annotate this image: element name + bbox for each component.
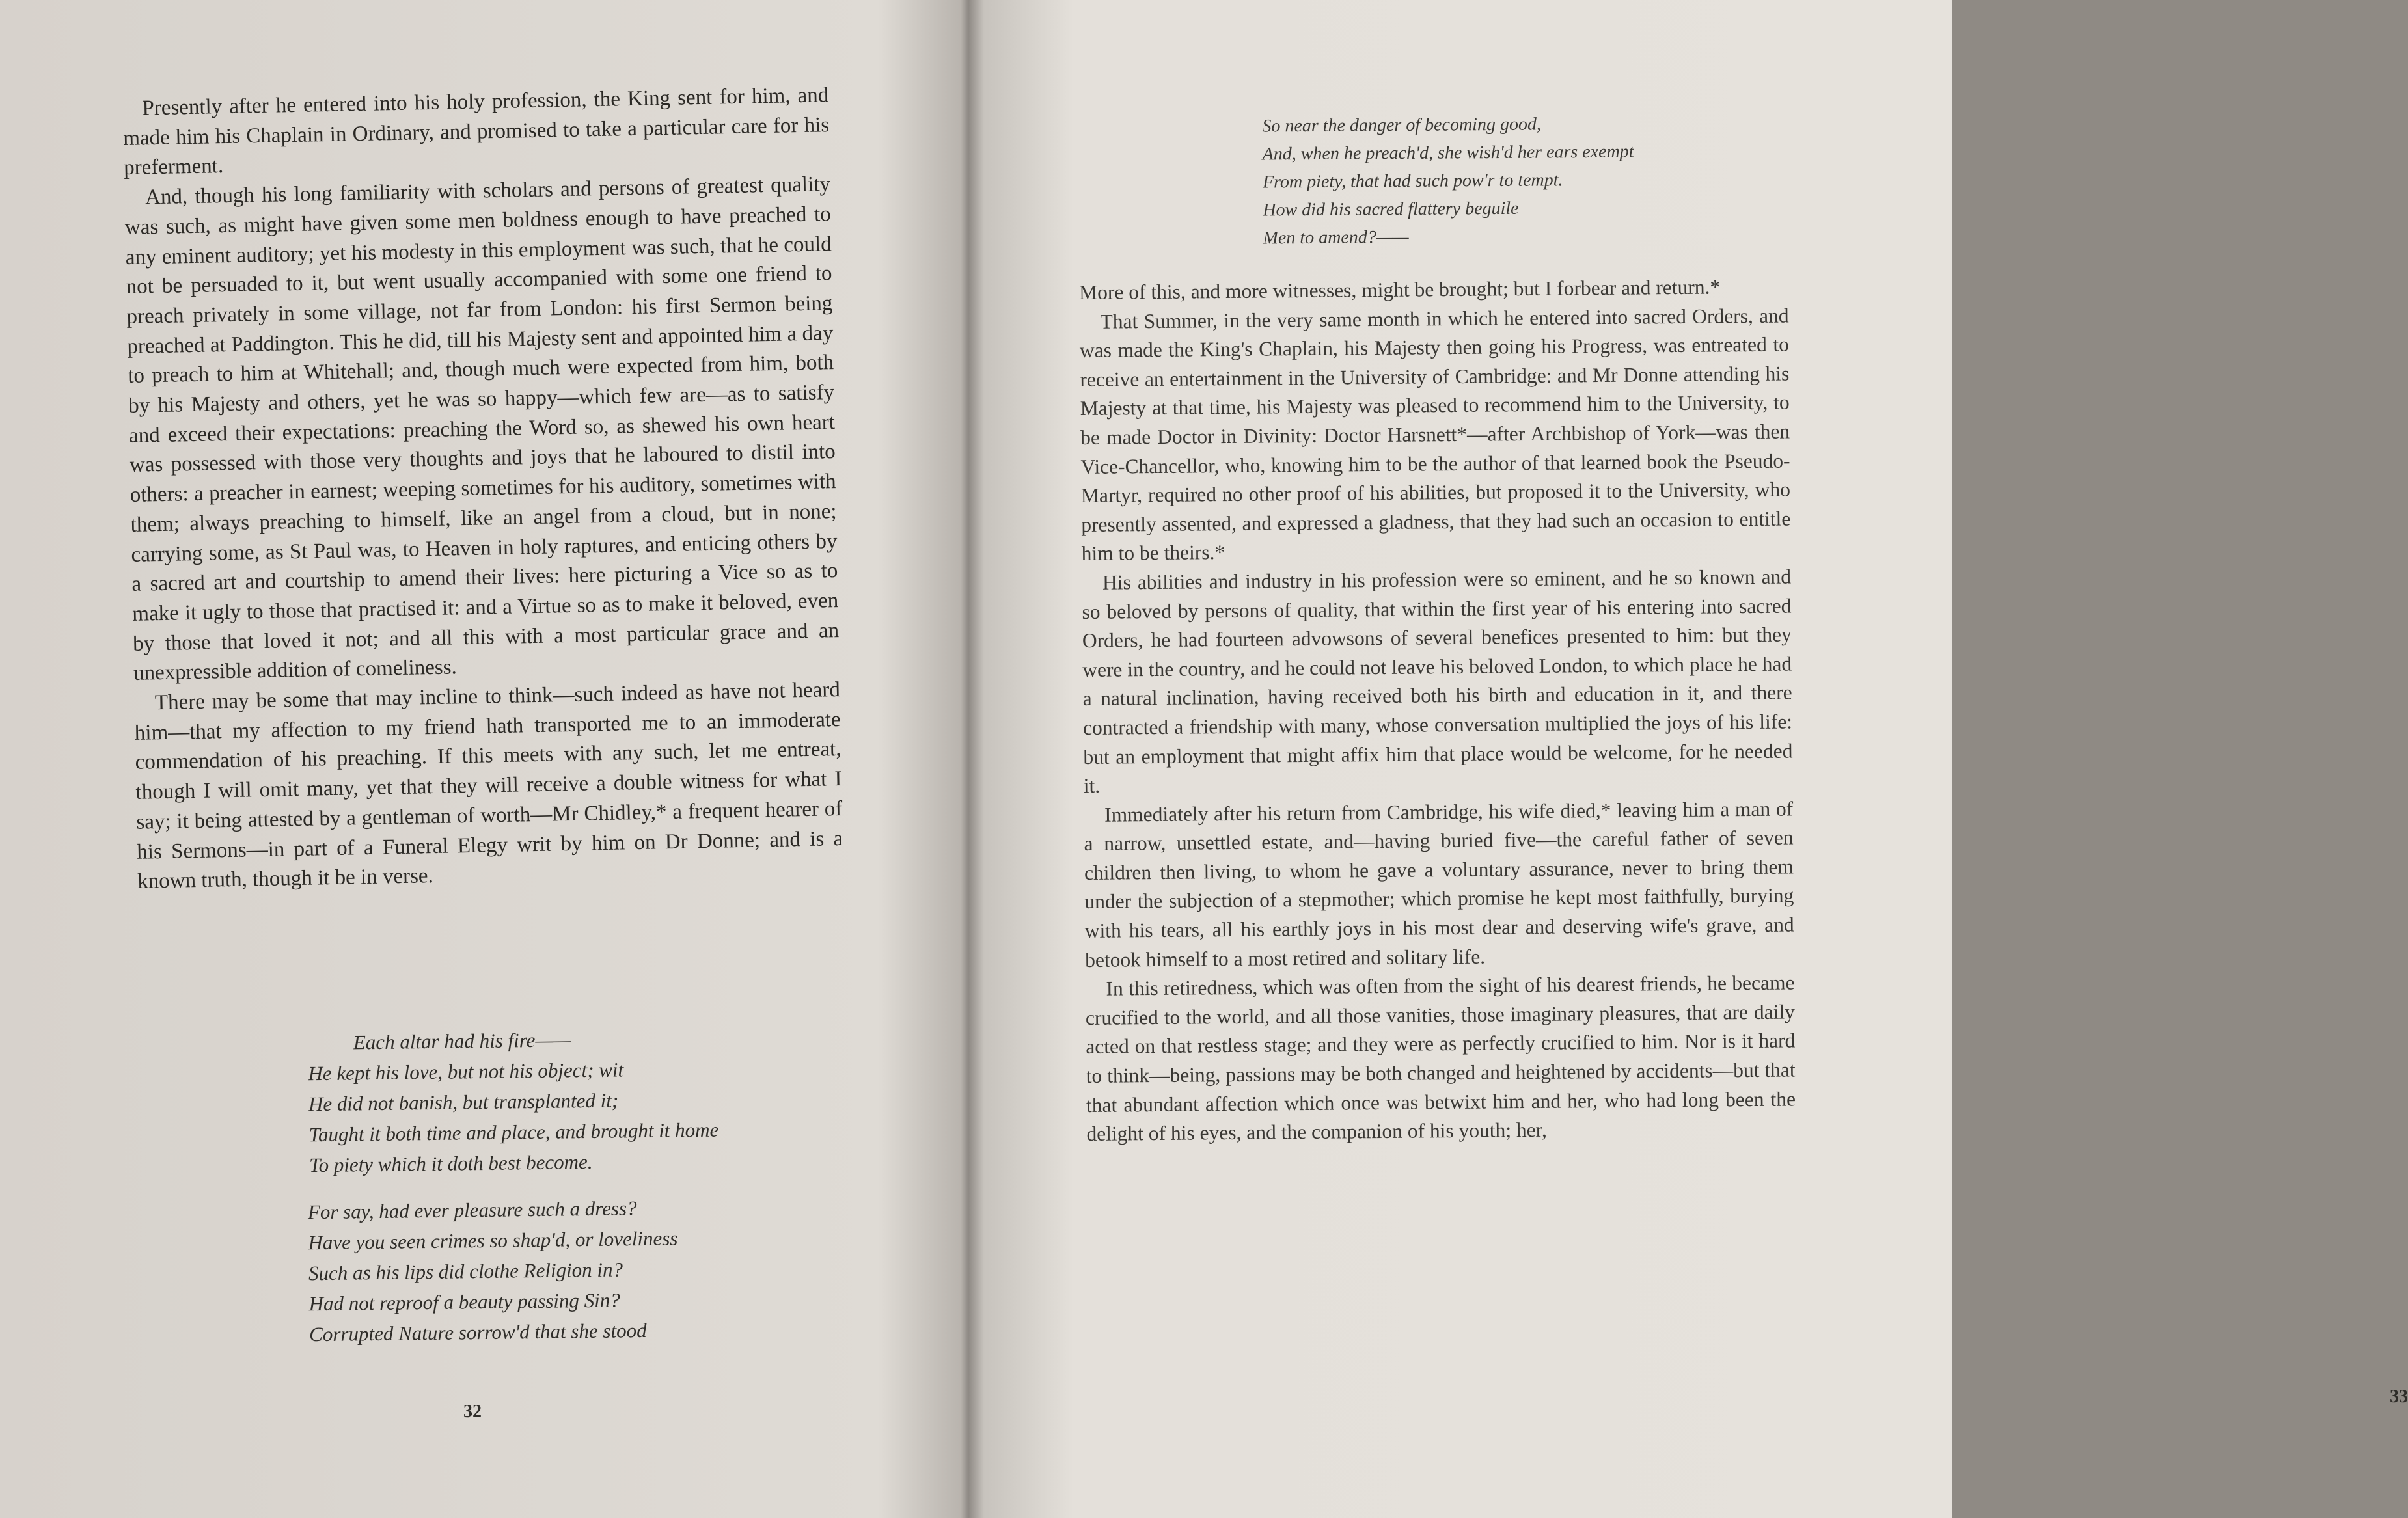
verse-line: And, when he preach'd, she wish'd her ears exempt [1262,141,1634,165]
paragraph: There may be some that may incline to think—such indeed as have not heard him—that my affection to my friend hath transported me to an immoderate commendation of his preaching. If this meets with any such, let me entreat, though I will omit many, yet that they will receive a double witness for what I say; it being attested by a gentleman of worth—Mr Chidley,* a frequent hearer of his Sermons—in part of a Funeral Elegy writ by him on Dr Donne; and is a known truth, though it be in verse. [134,678,843,894]
verse-line: Taught it both time and place, and brought it home [308,1118,719,1146]
page-number: 32 [463,1402,482,1422]
verse-line: Had not reproof a beauty passing Sin? [308,1288,620,1316]
paragraph: That Summer, in the very same month in which he entered into sacred Orders, and was made the King's Chaplain, his Majesty then going his Progress, was entreated to receive an entertainment in the University of Cambridge: and Mr Donne attending his Majesty at that time, his Majesty was pleased to recommend him to the University, to be made Doctor in Divinity: Doctor Harsnett*—after Archbishop of York—was then Vice-Chancellor, who, knowing him to be the author of that learned book the Pseudo-Martyr, required no other proof of his abilities, but proposed it to the University, who presently assented, and expressed a gladness, that they had such an occasion to entitle him to be theirs.* [1079,304,1791,565]
verse-line: Each altar had his fire—— [353,1028,571,1054]
right-page-body [1079,272,1796,1148]
paragraph: His abilities and industry in his profession were so eminent, and he so known and so beloved by persons of quality, that within the first year of his entering into sacred Orders, he had fourteen advowsons of several benefices presented to him: but they were in the country, and he could not leave his beloved London, to which place he had a natural inclination, having received both his birth and education in it, and there contracted a friendship with many, whose conversation multiplied the joys of his life: but an employment that might affix him that place would be welcome, for he needed it. [1082,565,1793,798]
verse-line: So near the danger of becoming good, [1262,114,1542,137]
verse-line: Have you seen crimes so shap'd, or loveliness [308,1227,678,1254]
paragraph: In this retiredness, which was often from the sight of his dearest friends, he became crucified to the world, and all those vanities, those imaginary pleasures, that are daily acted on that restless stage; and they were as perfectly crucified to him. Nor is it hard to think—being, passions may be both changed and heightened by accidents—but that that abundant affection which once was betwixt him and her, who had long been the delight of his eyes, and the companion of his youth; her, [1085,971,1796,1146]
page-number: 33 [2390,1387,2408,1407]
paragraph: Immediately after his return from Cambridge, his wife died,* leaving him a man of a narrow, unsettled estate, and—having buried five—the careful father of seven children then living, to whom he gave a voluntary assurance, never to bring them under the subjection of a stepmother; which promise he kept most faithfully, burying with his tears, all his earthly joys in his most dear and deserving wife's grave, and betook himself to a most retired and solitary life. [1084,797,1794,971]
right-page [942,0,2408,1518]
verse-line: To piety which it doth best become. [308,1150,593,1177]
verse-line: Such as his lips did clothe Religion in? [308,1258,623,1285]
verse-line: Men to amend?—— [1263,226,1409,249]
verse-line: He kept his love, but not his object; wit [308,1058,624,1085]
verse-stanza [308,1022,765,1181]
paragraph: More of this, and more witnesses, might be brought; but I forbear and return.* [1079,275,1721,304]
verse-line: He did not banish, but transplanted it; [308,1089,619,1116]
verse-line: For say, had ever pleasure such a dress? [307,1197,637,1224]
verse-line: Corrupted Nature sorrow'd that she stood [308,1318,647,1346]
left-page-body [122,81,843,897]
verse-stanza [308,1191,765,1350]
left-page [0,0,937,1518]
paragraph: And, though his long familiarity with scholars and persons of greatest quality was such, as might have given some men boldness enough to have preached to any eminent auditory; yet his modesty in this employment was such, that he could not be persuaded to it, but went usually accompanied with some one friend to preach privately in some village, not far from London: his first Sermon being preached at Paddington. This he did, till his Majesty sent and appointed him a day to preach to him at Whitehall; and, though much were expected from him, both by his Majesty and others, yet he was so happy—which few are—as to satisfy and exceed their expectations: preaching the Word so, as shewed his own heart was possessed with those very thoughts and joys that he laboured to distil into others: a preacher in earnest; weeping sometimes for his auditory, sometimes with them; always preaching to himself, like an angel from a cloud, but in none; carrying some, as St Paul was, to Heaven in holy raptures, and enticing others by a sacred art and courtship to amend their lives: here picturing a Vice so as to make it ugly to those that practised it: and a Virtue so as to make it beloved, even by those that loved it not; and all this with a most particular grace and an unexpressible addition of comeliness. [124,172,840,686]
paragraph: Presently after he entered into his holy profession, the King sent for him, and made him his Chaplain in Ordinary, and promised to take a particular care for his preferment. [122,83,830,180]
verse-line: How did his sacred flattery beguile [1263,198,1519,221]
verse-stanza [1262,109,1731,252]
verse-line: From piety, that had such pow'r to tempt. [1262,170,1563,193]
